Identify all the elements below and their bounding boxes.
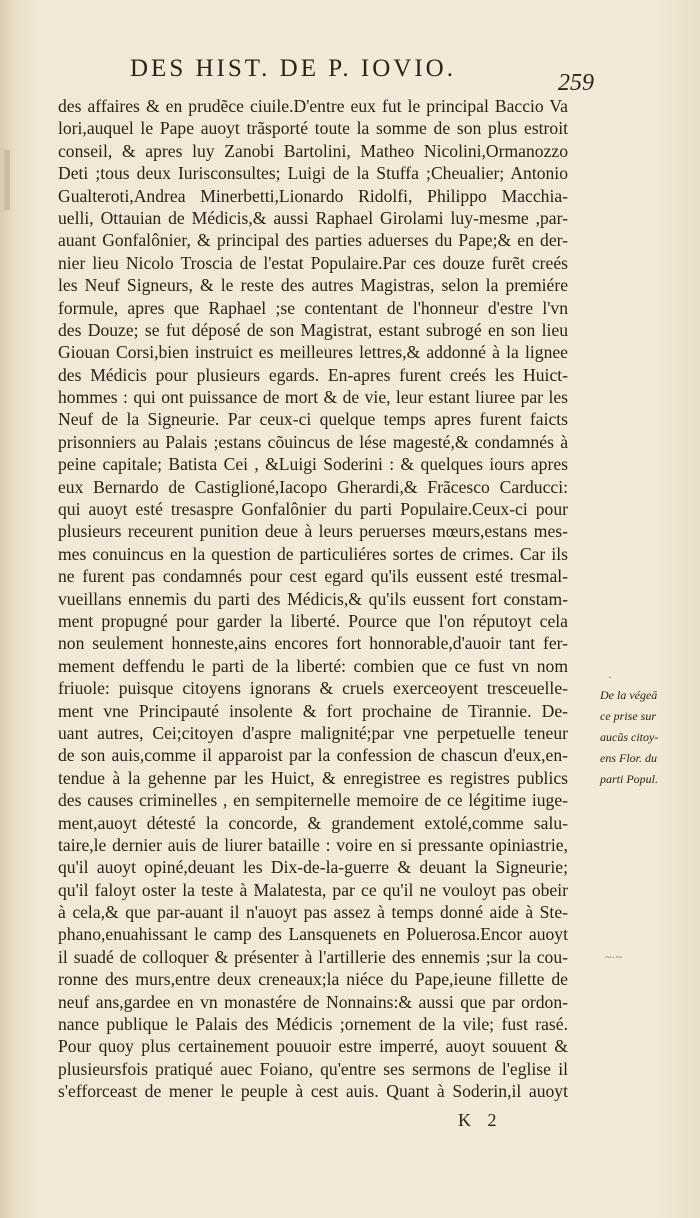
margin-note-line: parti Popul. bbox=[600, 772, 659, 786]
text-line: plusieursfois pratiqué auec Foiano, qu'entre ses sermons de l'eglise il bbox=[58, 1058, 568, 1079]
margin-note-line: aucũs citoy- bbox=[600, 730, 659, 744]
margin-note-line: ce prise sur bbox=[600, 709, 656, 723]
text-line: nance publique le Palais des Médicis ;ornement de la vile; fust rasé. bbox=[58, 1014, 568, 1035]
text-line: peine capitale; Batista Cei , &Luigi Soderini : & quelques iours apres bbox=[58, 454, 568, 475]
text-line: ronne des murs,entre deux creneaux;la niéce du Pape,ieune fillette de bbox=[58, 969, 568, 990]
margin-dot: · bbox=[608, 670, 612, 684]
margin-note-line: De la végeā bbox=[600, 688, 658, 702]
text-line: friuole: puisque citoyens ignorans & cruels exerceoyent tresceuelle- bbox=[58, 678, 568, 699]
text-line: mes conuincus en la question de particuliéres sortes de crimes. Car ils bbox=[58, 543, 568, 564]
text-line: des causes criminelles , en sempiternelle memoire de ce légitime iuge- bbox=[58, 790, 568, 811]
body-text bbox=[58, 95, 568, 1103]
margin-note bbox=[600, 685, 695, 790]
text-line: qu'il auoyt opiné,deuant les Dix-de-la-guerre & deuant la Signeurie; bbox=[58, 857, 568, 878]
text-line: ment,auoyt détesté la concorde, & grandement extolé,comme salu- bbox=[58, 812, 568, 833]
page-number: 259 bbox=[558, 70, 594, 96]
text-line: phano,enuahissant le camp des Lansquenets en Poluerosa.Encor auoyt bbox=[58, 924, 568, 945]
text-line: Neuf de la Signeurie. Par ceux-ci quelque temps apres furent faicts bbox=[58, 409, 568, 430]
text-line: de son auis,comme il apparoist par la confession de chascun d'eux,en- bbox=[58, 745, 568, 766]
text-line: auant Gonfalônier, & principal des parties aduerses du Pape;& en der- bbox=[58, 230, 568, 251]
text-line: mement deffendu le parti de la liberté: combien que ce fust vn nom bbox=[58, 655, 568, 676]
margin-note-line: ens Flor. du bbox=[600, 751, 657, 765]
text-line: des affaires & en prudẽce ciuile.D'entre eux fut le principal Baccio Va bbox=[58, 96, 568, 116]
running-title: DES HIST. DE P. IOVIO. bbox=[130, 55, 456, 82]
text-line: qu'il faloyt oster la teste à Malatesta, par ce qu'il ne vouloyt pas obeir bbox=[58, 879, 568, 900]
text-line: à cela,& que par-auant il n'auoyt pas assez à temps donné aide à Ste- bbox=[58, 902, 568, 923]
text-line: plusieurs receurent punition deue à leurs peruerses mœurs,estans mes- bbox=[58, 521, 568, 542]
text-line: uant autres, Cei;citoyen d'aspre malignité;par vne perpetuelle teneur bbox=[58, 722, 568, 743]
text-line: des Douze; se fut déposé de son Magistrat, estant subrogé en son lieu bbox=[58, 319, 568, 340]
text-line: non seulement honneste,ains encores fort honnorable,d'auoir tant fer- bbox=[58, 633, 568, 654]
text-line: formule, apres que Raphael ;se contentant de l'honneur d'estre l'vn bbox=[58, 297, 568, 318]
text-line: vueillans ennemis du parti des Médicis,& qu'ils eussent fort constam- bbox=[58, 588, 568, 609]
text-line: lori,auquel le Pape auoyt trãsporté toute la somme de son plus estroit bbox=[58, 118, 568, 139]
signature-mark: K 2 bbox=[458, 1110, 503, 1130]
text-line: Pour quoy plus certainement pouuoir estre imperré, auoyt souuent & bbox=[58, 1036, 568, 1057]
binding-shadow bbox=[4, 150, 10, 210]
text-line: prisonniers au Palais ;estans cõuincus de lése magesté,& condamnés à bbox=[58, 431, 568, 452]
text-line: conseil, & apres luy Zanobi Bartolini, Matheo Nicolini,Ormanozzo bbox=[58, 140, 568, 161]
margin-mark: ~·~ bbox=[605, 950, 622, 964]
text-line: les Neuf Signeurs, & le reste des autres Magistras, selon la premiére bbox=[58, 275, 568, 296]
text-line: ment propugné pour garder la liberté. Pource que l'on réputoyt cela bbox=[58, 610, 568, 631]
text-line: eux Bernardo de Castiglioné,Iacopo Gherardi,& Frãcesco Carducci: bbox=[58, 476, 568, 497]
text-line: tendue à la gehenne par les Huict, & enregistree es registres publics bbox=[58, 767, 568, 788]
text-line: il suadé de colloquer & présenter à l'artillerie des ennemis ;sur la cou- bbox=[58, 946, 568, 967]
text-line: uelli, Ottauian de Médicis,& aussi Raphael Girolami luy-mesme ,par- bbox=[58, 207, 568, 228]
text-line: ment vne Principauté insolente & fort prochaine de Tirannie. De- bbox=[58, 700, 568, 721]
text-line: des Médicis pour plusieurs egards. En-apres furent creés les Huict- bbox=[58, 364, 568, 385]
text-line: Gualteroti,Andrea Minerbetti,Lionardo Ridolfi, Philippo Macchia- bbox=[58, 185, 568, 206]
text-line: s'efforceast de mener le peuple à cest auis. Quant à Soderin,il auoyt bbox=[58, 1081, 568, 1102]
text-line: taire,le dernier auis de liurer bataille : voire en si pressante opiniastrie, bbox=[58, 834, 568, 855]
text-line: Deti ;tous deux Iurisconsultes; Luigi de la Stuffa ;Cheualier; Antonio bbox=[58, 163, 568, 184]
text-line: hommes : qui ont puissance de mort & de vie, leur estant liuree par les bbox=[58, 387, 568, 408]
text-line: ne furent pas condamnés pour cest egard qu'ils eussent esté tresmal- bbox=[58, 566, 568, 587]
text-line: neuf ans,gardee en vn monastére de Nonnains:& aussi que par ordon- bbox=[58, 991, 568, 1012]
text-line: qui auoyt esté tresaspre Gonfalônier du parti Populaire.Ceux-ci pour bbox=[58, 499, 568, 520]
text-line: nier lieu Nicolo Troscia de l'estat Populaire.Par ces douze furẽt creés bbox=[58, 252, 568, 273]
text-line: Giouan Corsi,bien instruict es meilleures lettres,& addonné à la lignee bbox=[58, 342, 568, 363]
